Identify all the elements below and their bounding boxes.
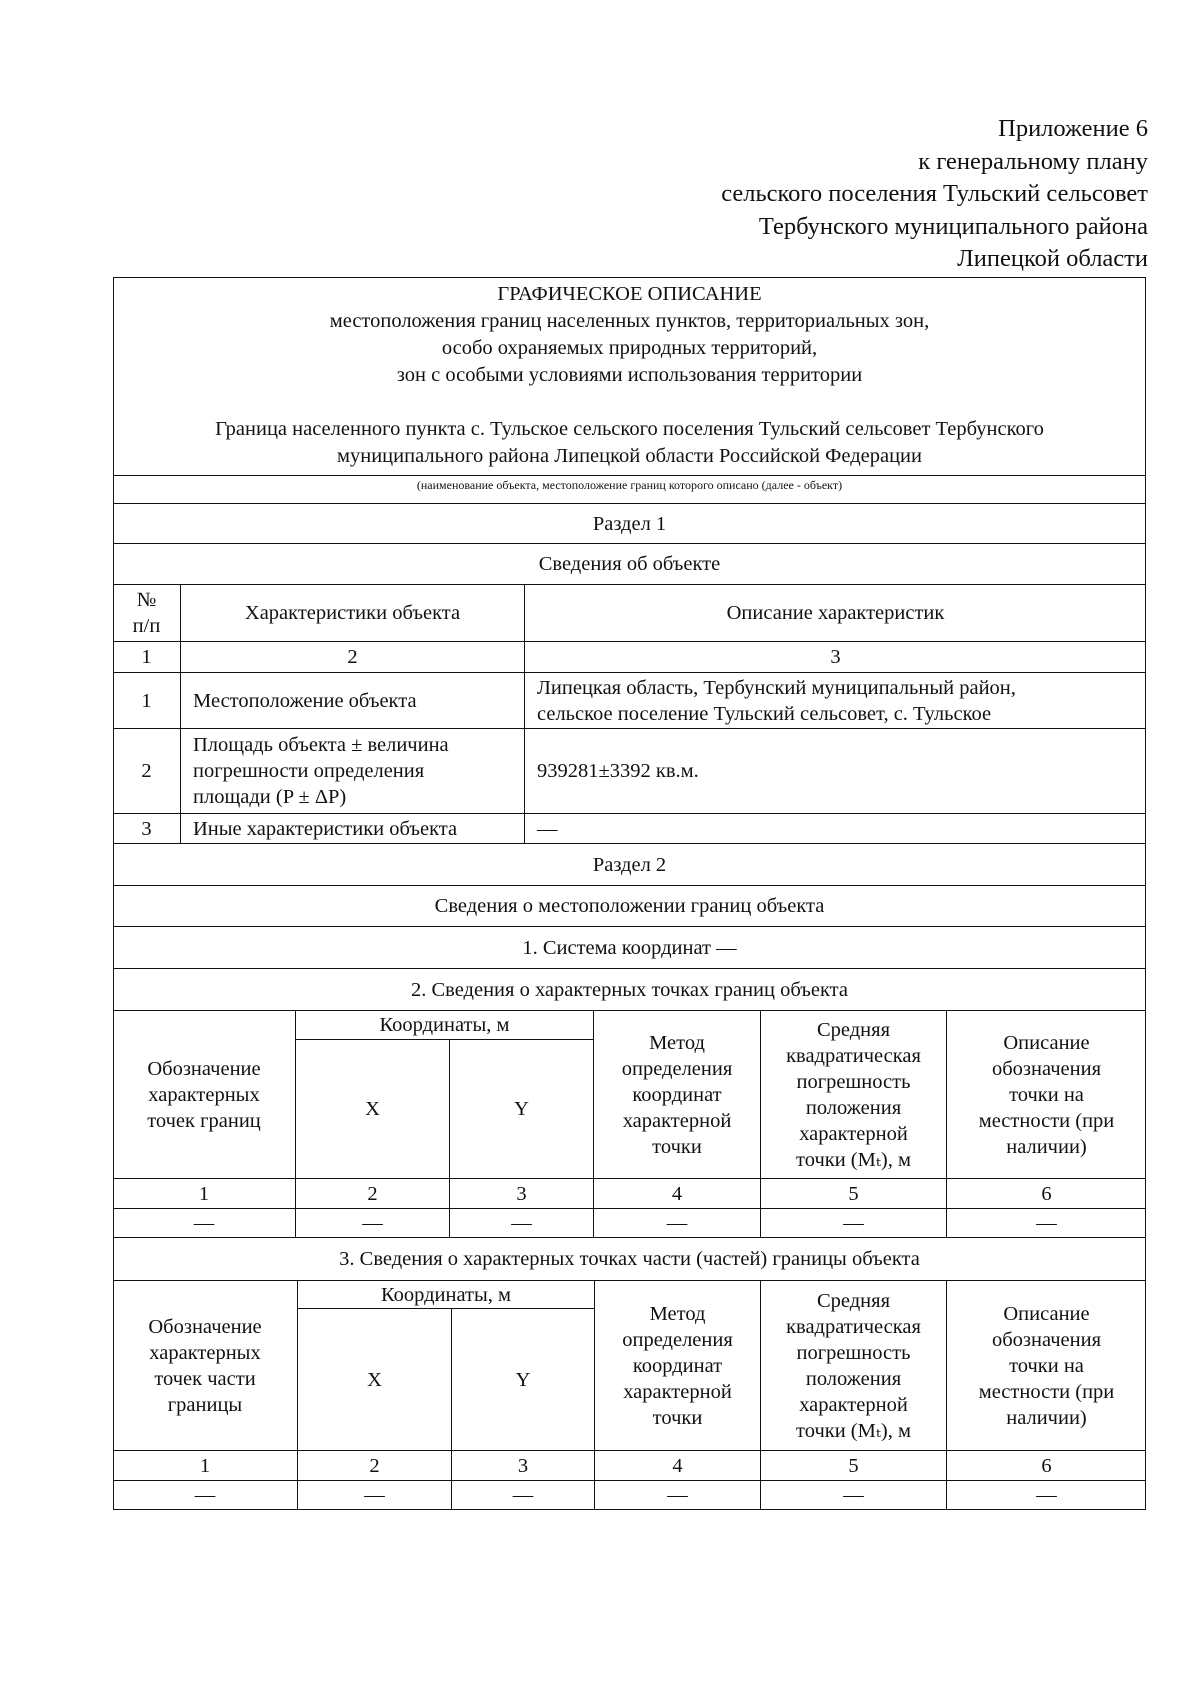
t2-header-error: Средняя квадратическая погрешность положения характерной точки (Mₜ), м — [786, 1289, 921, 1442]
col-number: 1 — [141, 646, 152, 668]
document-subtitle-1: местоположения границ населенных пунктов, территориальных зон, — [329, 310, 930, 332]
t2-num: 5 — [848, 1454, 859, 1477]
col-number: 3 — [830, 646, 841, 668]
coordinate-system: 1. Система координат — — [522, 936, 737, 959]
t2-num: 4 — [672, 1454, 683, 1477]
appendix-line-4: Тербунского муниципального района — [758, 212, 1148, 240]
t1-header-method: Метод определения координат характерной точки — [621, 1031, 733, 1158]
row-2-characteristic: Площадь объекта ± величина погрешности определения площади (P ± ΔP) — [193, 734, 449, 808]
object-name-line-1: Граница населенного пункта с. Тульское сельского поселения Тульский сельсовет Тербунского — [215, 418, 1044, 440]
col-number: 2 — [347, 646, 358, 668]
t1-dash: — — [666, 1212, 688, 1234]
t2-header-coordinates: Координаты, м — [380, 1283, 512, 1306]
t2-num: 1 — [199, 1454, 211, 1477]
section1-subtitle: Сведения об объекте — [538, 553, 721, 575]
row-2-description: 939281±3392 кв.м. — [537, 760, 699, 782]
t2-header-description: Описание обозначения точки на местности (при наличии) — [978, 1302, 1115, 1429]
title-block — [113, 281, 1146, 470]
t2-num: 6 — [1041, 1454, 1052, 1477]
t2-header-method: Метод определения координат характерной точки — [622, 1302, 733, 1429]
t1-num: 1 — [198, 1182, 210, 1205]
t2-dash: — — [512, 1484, 534, 1506]
t1-header-x: X — [365, 1098, 380, 1120]
t2-header-x: X — [367, 1368, 382, 1391]
t1-num: 6 — [1041, 1182, 1052, 1205]
t1-header-description: Описание обозначения точки на местности (при наличии) — [978, 1031, 1115, 1158]
t1-num: 2 — [367, 1182, 378, 1205]
row-3-no: 3 — [141, 817, 152, 840]
t1-dash: — — [193, 1212, 215, 1234]
document-subtitle-3: зон с особыми условиями использования территории — [396, 364, 863, 386]
appendix-line-5: Липецкой области — [957, 245, 1148, 272]
t2-dash: — — [194, 1484, 216, 1506]
t1-header-y: Y — [514, 1098, 529, 1120]
appendix-line-1: Приложение 6 — [998, 115, 1148, 142]
t1-header-point-id: Обозначение характерных точек границ — [147, 1057, 261, 1132]
t2-dash: — — [843, 1484, 864, 1506]
document-subtitle-2: особо охраняемых природных территорий, — [441, 337, 818, 359]
t2-dash: — — [364, 1484, 385, 1506]
t2-num: 3 — [517, 1454, 529, 1477]
row-1-description: Липецкая область, Тербунский муниципальный район, сельское поселение Тульский сельсовет, с. Тульское — [537, 676, 1016, 725]
row-3-characteristic: Иные характеристики объекта — [193, 817, 458, 840]
t1-dash: — — [511, 1212, 532, 1234]
t2-header-point-id: Обозначение характерных точек части границы — [148, 1315, 262, 1416]
t1-header-coordinates: Координаты, м — [379, 1014, 510, 1036]
appendix-line-3: сельского поселения Тульский сельсовет — [721, 180, 1148, 207]
parts-title: 3. Сведения о характерных точках части (частей) границы объекта — [339, 1248, 920, 1270]
section2-subtitle: Сведения о местоположении границ объекта — [434, 895, 825, 917]
t1-dash: — — [362, 1212, 383, 1234]
points-title: 2. Сведения о характерных точках границ объекта — [410, 978, 848, 1001]
appendix-header — [508, 113, 1148, 276]
t2-num: 2 — [369, 1454, 380, 1477]
row-1-characteristic: Местоположение объекта — [193, 689, 417, 712]
t1-dash: — — [1036, 1212, 1057, 1234]
document-title: ГРАФИЧЕСКОЕ ОПИСАНИЕ — [497, 283, 762, 305]
t1-num: 5 — [848, 1182, 859, 1205]
row-2-no: 2 — [141, 760, 152, 782]
t1-num: 4 — [671, 1182, 683, 1205]
header-description: Описание характеристик — [726, 602, 945, 624]
row-1-no: 1 — [141, 689, 152, 712]
object-name-line-2: муниципального района Липецкой области Российской Федерации — [337, 445, 922, 467]
section1-title: Раздел 1 — [592, 512, 667, 535]
header-no: № п/п — [132, 589, 161, 637]
object-note: (наименование объекта, местоположение границ которого описано (далее - объект) — [416, 478, 843, 492]
t1-num: 3 — [516, 1182, 527, 1205]
row-3-description: — — [537, 817, 558, 840]
section2-title: Раздел 2 — [592, 853, 667, 876]
t2-header-y: Y — [515, 1368, 531, 1391]
appendix-line-2: к генеральному плану — [918, 147, 1148, 175]
t2-dash: — — [1036, 1484, 1057, 1506]
t1-header-error: Средняя квадратическая погрешность положения характерной точки (Mₜ), м — [786, 1018, 921, 1171]
header-characteristics: Характеристики объекта — [244, 602, 461, 624]
t1-dash: — — [843, 1212, 864, 1234]
t2-dash: — — [667, 1484, 688, 1506]
